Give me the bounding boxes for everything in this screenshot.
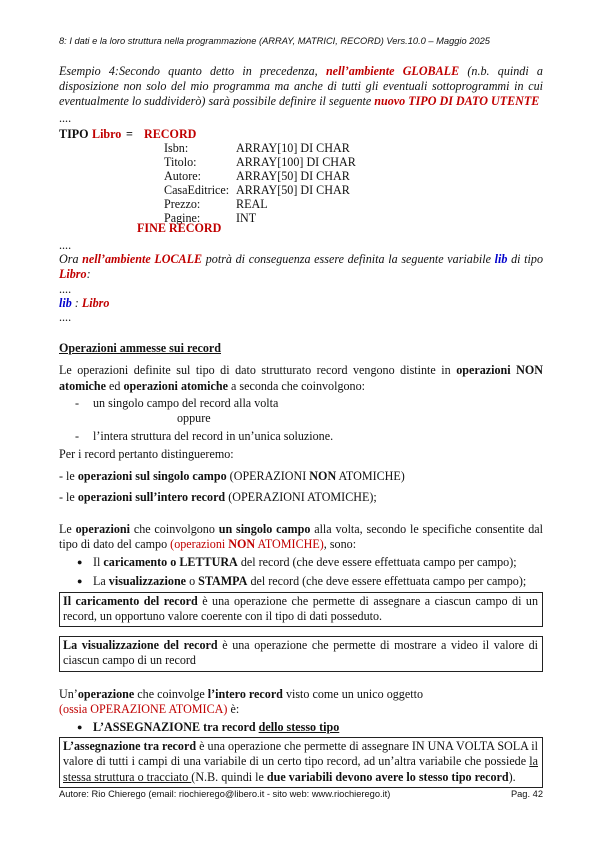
ops-line-single: - le operazioni sul singolo campo (OPERAZIONI NON ATOMICHE) <box>59 468 405 483</box>
record-definition: TIPO Libro = RECORD Isbn: ARRAY[10] DI CHAR Titolo: ARRAY[100] DI CHAR Autore: ARRAY[50] DI CHAR CasaEditrice: ARRAY[50] DI CHAR Prezzo: REAL Pagine: INT FINE RECORD <box>59 126 356 235</box>
field-name: Titolo: <box>164 154 197 169</box>
field-type: ARRAY[100] DI CHAR <box>236 154 356 169</box>
list-item: ● La visualizzazione o STAMPA del record (che deve essere effettuata campo per campo); <box>77 573 527 588</box>
list-item: ● Il caricamento o LETTURA del record (che deve essere effettuata campo per campo); <box>77 555 517 570</box>
field-name: CasaEditrice: <box>164 182 230 197</box>
definition-box-loading: Il caricamento del record è una operazione che permette di assegnare a ciascun campo di un record, un opportuno valore coerente con il tipo di dati posseduto. <box>59 592 543 627</box>
definition-box-display: La visualizzazione del record è una operazione che permette di mostrare a video il valore di ciascun campo di un record <box>59 636 543 671</box>
footer-author: Autore: Rio Chierego (email: riochierego@libero.it - sito web: www.riochierego.it) <box>59 789 391 799</box>
list-item: - l’intera struttura del record in un’unica soluzione. <box>75 429 334 444</box>
page-header: 8: I dati e la loro struttura nella programmazione (ARRAY, MATRICI, RECORD) Vers.10.0 – Maggio 2025 <box>59 36 490 46</box>
ops-line-whole: - le operazioni sull’intero record (OPERAZIONI ATOMICHE); <box>59 489 377 504</box>
field-name: Prezzo: <box>164 196 201 211</box>
page-content <box>59 64 543 788</box>
page-footer <box>59 789 543 799</box>
oppure-text: oppure <box>177 411 211 426</box>
list-item: - un singolo campo del record alla volta <box>75 395 279 410</box>
variable-declaration: lib : Libro <box>59 296 110 311</box>
list-item: ● L’ASSEGNAZIONE tra record dello stesso tipo <box>77 720 340 735</box>
local-paragraph: Ora nell’ambiente LOCALE potrà di conseguenza essere definita la seguente variabile lib di tipo Libro: <box>59 251 543 281</box>
page-number: Pag. 42 <box>510 789 543 799</box>
ellipsis: .... <box>59 282 72 297</box>
ops-intro: Le operazioni definite sul tipo di dato strutturato record vengono distinte in operazioni NON atomiche ed operazioni atomiche a seconda che coinvolgono: <box>59 363 543 393</box>
single-field-paragraph: Le operazioni che coinvolgono un singolo campo alla volta, secondo le specifiche consentite dal tipo di dato del campo (operazioni NON ATOMICHE), sono: <box>59 522 543 552</box>
definition-box-assignment: L’assegnazione tra record è una operazione che permette di assegnare IN UNA VOLTA SOLA il valore di tutti i campi di una variabile di un certo tipo record, ad un’altra variabile che possiede la stessa struttura o tracciato (N.B. quindi le due variabili devono avere lo stesso tipo record). <box>59 737 543 788</box>
ellipsis: .... <box>59 110 72 125</box>
field-name: Pagine: <box>164 210 201 225</box>
example-paragraph: Esempio 4:Secondo quanto detto in precedenza, nell’ambiente GLOBALE (n.b. quindi a disposizione non solo del mio programma ma anche di tutti gli eventuali sottoprogrammi in cui eventualmente lo suddividerò) sarà possibile definire il seguente nuovo TIPO DI DATO UTENTE <box>59 64 543 109</box>
field-name: Autore: <box>164 168 201 183</box>
field-type: REAL <box>236 196 268 211</box>
field-name: Isbn: <box>164 140 189 155</box>
field-type: ARRAY[10] DI CHAR <box>236 140 350 155</box>
field-type: INT <box>236 210 257 225</box>
ellipsis: .... <box>59 310 72 325</box>
whole-record-paragraph: Un’operazione che coinvolge l’intero record visto come un unico oggetto (ossia OPERAZIONE ATOMICA) è: <box>59 686 423 716</box>
field-type: ARRAY[50] DI CHAR <box>236 168 350 183</box>
per-text: Per i record pertanto distingueremo: <box>59 447 234 462</box>
ellipsis: .... <box>59 237 72 252</box>
section-title: Operazioni ammesse sui record <box>59 341 222 356</box>
field-type: ARRAY[50] DI CHAR <box>236 182 350 197</box>
